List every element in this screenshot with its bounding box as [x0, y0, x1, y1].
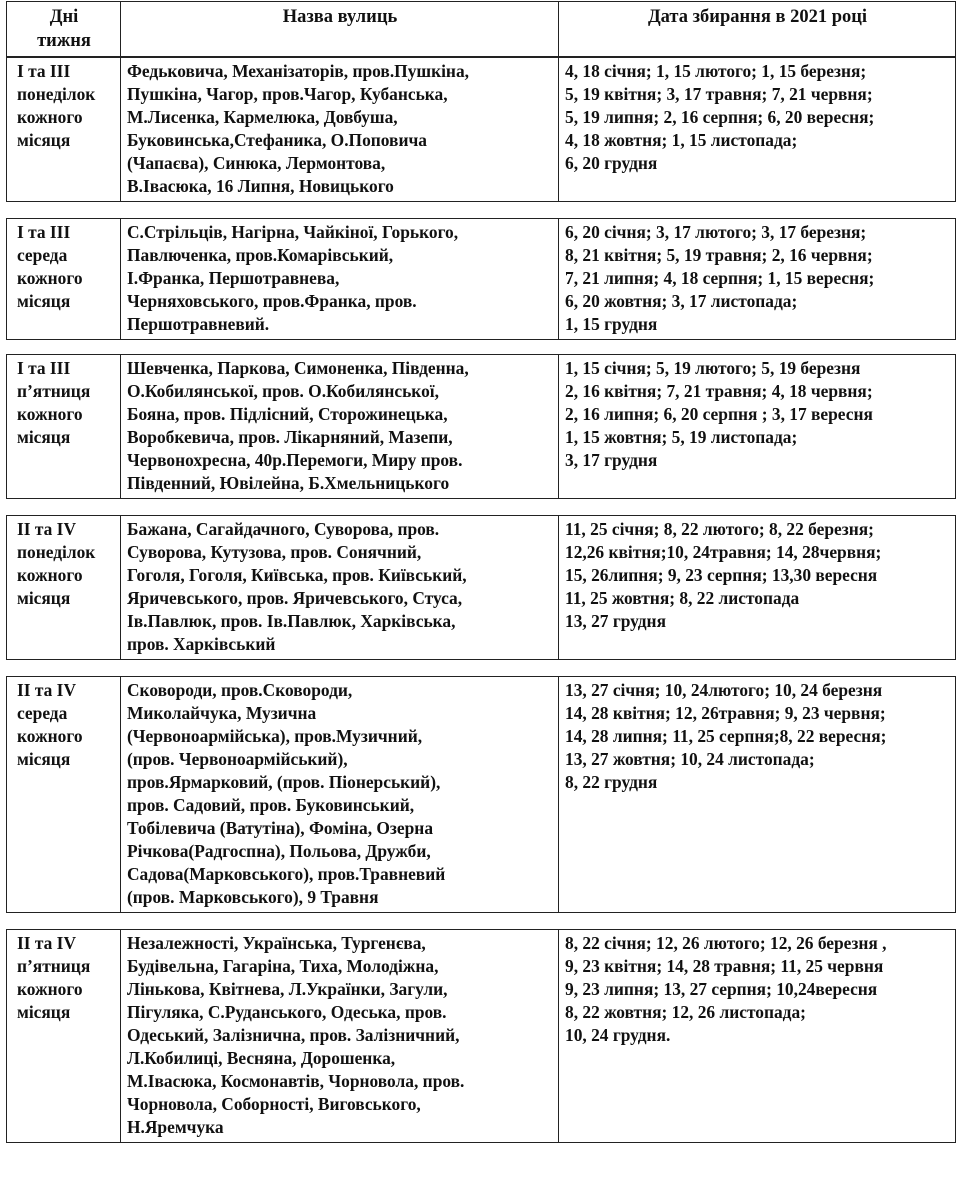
table-row	[6, 218, 956, 340]
row-streets: Бажана, Сагайдачного, Суворова, пров. Суворова, Кутузова, пров. Сонячний, Гоголя, Гоголя, Київська, пров. Київський, Яричевського, пров. Яричевського, Стуса, Ів.Павлюк, пров. Ів.Павлюк, Харківська, пров. Харківський	[121, 516, 559, 660]
row-spacer	[6, 913, 956, 929]
row-streets: Шевченка, Паркова, Симоненка, Південна, О.Кобилянської, пров. О.Кобилянської, Бояна, пров. Підлісний, Сторожинецька, Воробкевича, пров. Лікарняний, Мазепи, Червонохресна, 40р.Перемоги, Миру пров. Південний, Ювілейна, Б.Хмельницького	[121, 355, 559, 499]
row-spacer	[6, 660, 956, 676]
row-streets: Незалежності, Українська, Тургенєва, Будівельна, Гагаріна, Тиха, Молодіжна, Лінькова, Квітнева, Л.Українки, Загули, Пігуляка, С.Руданського, Одеська, пров. Одеський, Залізнична, пров. Залізничний, Л.Кобилиці, Весняна, Дорошенка, М.Івасюка, Космонавтів, Чорновола, пров. Чорновола, Соборності, Виговського, Н.Яремчука	[121, 930, 559, 1143]
header-days: Дні тижня	[7, 2, 121, 57]
row-streets: С.Стрільців, Нагірна, Чайкіної, Горького, Павлюченка, пров.Комарівський, І.Франка, Першотравнева, Черняховського, пров.Франка, пров. Першотравневий.	[121, 219, 559, 340]
table-row	[6, 354, 956, 499]
schedule-table	[6, 1, 956, 1143]
row-dates: 1, 15 січня; 5, 19 лютого; 5, 19 березня 2, 16 квітня; 7, 21 травня; 4, 18 червня; 2, 16 липня; 6, 20 серпня ; 3, 17 вересня 1, 15 жовтня; 5, 19 листопада; 3, 17 грудня	[559, 355, 956, 499]
header-streets: Назва вулиць	[121, 2, 559, 57]
table-header	[6, 1, 956, 57]
row-spacer	[6, 340, 956, 354]
row-days: І та ІІІ п’ятниця кожного місяця	[7, 355, 121, 499]
table-row	[6, 929, 956, 1143]
row-days: І та ІІІ середа кожного місяця	[7, 219, 121, 340]
row-dates: 8, 22 січня; 12, 26 лютого; 12, 26 березня , 9, 23 квітня; 14, 28 травня; 11, 25 червня 9, 23 липня; 13, 27 серпня; 10,24вересня 8, 22 жовтня; 12, 26 листопада; 10, 24 грудня.	[559, 930, 956, 1143]
table-row	[6, 515, 956, 660]
row-dates: 11, 25 січня; 8, 22 лютого; 8, 22 березня; 12,26 квітня;10, 24травня; 14, 28червня; 15, 26липня; 9, 23 серпня; 13,30 вересня 11, 25 жовтня; 8, 22 листопада 13, 27 грудня	[559, 516, 956, 660]
row-days: ІІ та ІV п’ятниця кожного місяця	[7, 930, 121, 1143]
table-row	[6, 676, 956, 913]
row-dates: 4, 18 січня; 1, 15 лютого; 1, 15 березня; 5, 19 квітня; 3, 17 травня; 7, 21 червня; 5, 19 липня; 2, 16 серпня; 6, 20 вересня; 4, 18 жовтня; 1, 15 листопада; 6, 20 грудня	[559, 58, 956, 202]
row-days: І та ІІІ понеділок кожного місяця	[7, 58, 121, 202]
row-days: ІІ та ІV понеділок кожного місяця	[7, 516, 121, 660]
row-spacer	[6, 499, 956, 515]
table-row	[6, 57, 956, 202]
row-streets: Федьковича, Механізаторів, пров.Пушкіна, Пушкіна, Чагор, пров.Чагор, Кубанська, М.Лисенка, Кармелюка, Довбуша, Буковинська,Стефаника, О.Поповича (Чапаєва), Синюка, Лермонтова, В.Івасюка, 16 Липня, Новицького	[121, 58, 559, 202]
row-days: ІІ та ІV середа кожного місяця	[7, 677, 121, 913]
row-dates: 13, 27 січня; 10, 24лютого; 10, 24 березня 14, 28 квітня; 12, 26травня; 9, 23 червня; 14, 28 липня; 11, 25 серпня;8, 22 вересня; 13, 27 жовтня; 10, 24 листопада; 8, 22 грудня	[559, 677, 956, 913]
row-dates: 6, 20 січня; 3, 17 лютого; 3, 17 березня; 8, 21 квітня; 5, 19 травня; 2, 16 червня; 7, 21 липня; 4, 18 серпня; 1, 15 вересня; 6, 20 жовтня; 3, 17 листопада; 1, 15 грудня	[559, 219, 956, 340]
header-dates: Дата збирання в 2021 році	[559, 2, 956, 57]
row-spacer	[6, 202, 956, 218]
row-streets: Сковороди, пров.Сковороди, Миколайчука, Музична (Червоноармійська), пров.Музичний, (пров. Червоноармійський), пров.Ярмарковий, (пров. Піонерський), пров. Садовий, пров. Буковинський, Тобілевича (Ватутіна), Фоміна, Озерна Річкова(Радгоспна), Польова, Дружби, Садова(Марковського), пров.Травневий (пров. Марковського), 9 Травня	[121, 677, 559, 913]
